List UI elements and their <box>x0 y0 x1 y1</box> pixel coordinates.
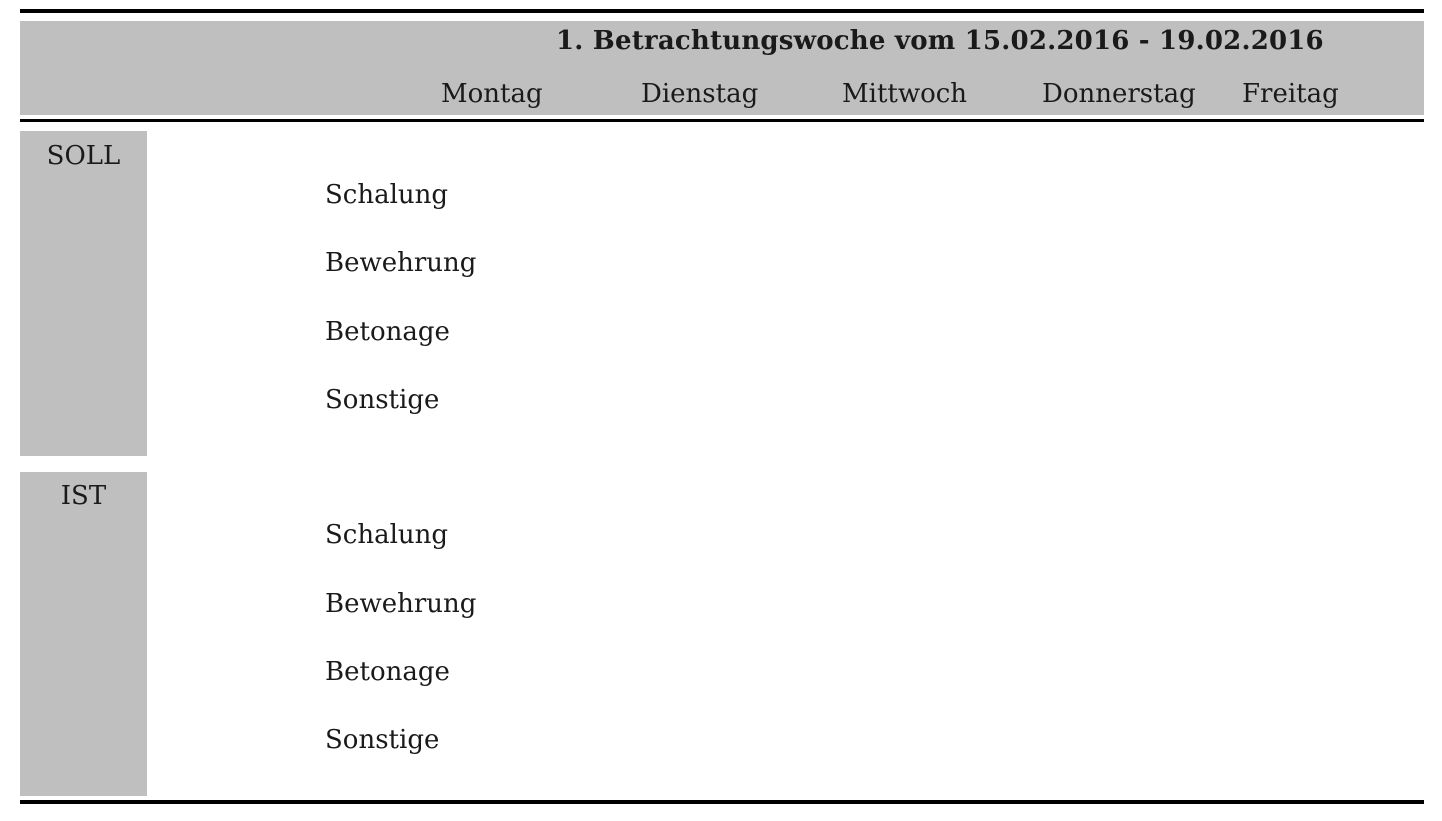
table-top-rule <box>20 9 1424 13</box>
day-header-thursday: Donnerstag <box>1042 79 1196 109</box>
ist-row-betonage: Betonage <box>325 657 450 687</box>
soll-section-label: SOLL <box>46 141 121 171</box>
soll-row-betonage: Betonage <box>325 317 450 347</box>
soll-section-block <box>20 131 147 456</box>
day-header-friday: Freitag <box>1242 79 1339 109</box>
ist-section-block <box>20 472 147 796</box>
day-header-monday: Montag <box>441 79 543 109</box>
ist-row-sonstige: Sonstige <box>325 725 440 755</box>
soll-row-sonstige: Sonstige <box>325 385 440 415</box>
soll-row-schalung: Schalung <box>325 180 449 210</box>
day-header-tuesday: Dienstag <box>641 79 759 109</box>
ist-row-bewehrung: Bewehrung <box>325 589 477 619</box>
ist-section-label: IST <box>60 481 107 511</box>
week-title: 1. Betrachtungswoche vom 15.02.2016 - 19.02.2016 <box>556 26 1324 56</box>
ist-row-schalung: Schalung <box>325 520 449 550</box>
day-header-wednesday: Mittwoch <box>842 79 968 109</box>
table-header-rule <box>20 119 1424 122</box>
soll-row-bewehrung: Bewehrung <box>325 248 477 278</box>
table-bottom-rule <box>20 800 1424 804</box>
